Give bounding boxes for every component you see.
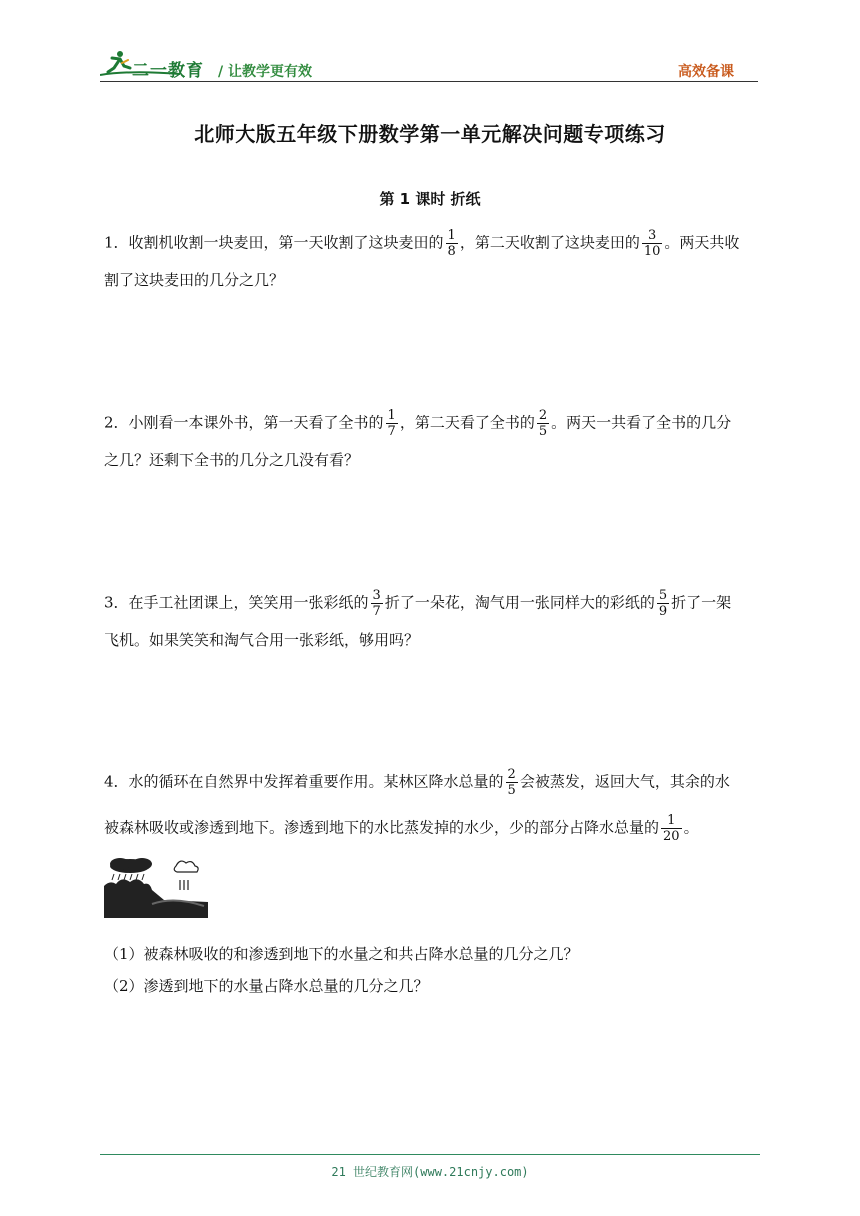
water-cycle-illustration (104, 856, 208, 918)
fraction: $\frac{3}{10}$ (643, 228, 661, 259)
fraction: $\frac{5}{9}$ (658, 588, 668, 619)
page-header (100, 44, 758, 84)
question-3-line-2: 飞机。如果笑笑和淘气合用一张彩纸，够用吗？ (104, 631, 420, 649)
header-divider (100, 81, 758, 82)
page-title: 北师大版五年级下册数学第一单元解决问题专项练习 (194, 122, 666, 146)
footer-divider (100, 1154, 760, 1155)
question-1-line-2: 割了这块麦田的几分之几？ (104, 271, 285, 289)
fraction: $\frac{2}{5}$ (507, 767, 516, 798)
fraction: $\frac{2}{5}$ (538, 408, 548, 439)
question-4-line-2: 被森林吸收或渗透到地下。渗透到地下的水比蒸发掉的水少，少的部分占降水总量的 $\frac{1}{20}$ 。 (104, 813, 699, 844)
question-4-sub-2: （2）渗透到地下的水量占降水总量的几分之几？ (104, 977, 429, 995)
fraction: $\frac{1}{8}$ (447, 228, 456, 259)
question-3-line-1: 3．在手工社团课上，笑笑用一张彩纸的 $\frac{3}{7}$ 折了一朵花，淘气用一张同样大的彩纸的 $\frac{5}{9}$ 折了一架 (104, 588, 732, 619)
question-4-sub-1: （1）被森林吸收的和渗透到地下的水量之和共占降水总量的几分之几？ (104, 945, 579, 963)
brand-name: 二一教育 (132, 61, 204, 81)
question-4-line-1: 4．水的循环在自然界中发挥着重要作用。某林区降水总量的 $\frac{2}{5}$ 会被蒸发，返回大气，其余的水 (104, 767, 730, 798)
slogan: / 让教学更有效 (218, 64, 312, 80)
lesson-heading: 第 1 课时 折纸 (379, 190, 481, 208)
question-2-line-1: 2．小刚看一本课外书，第一天看了全书的 $\frac{1}{7}$ ，第二天看了全书的 $\frac{2}{5}$ 。两天一共看了全书的几分 (104, 408, 732, 439)
question-1-line-1: 1．收割机收割一块麦田，第一天收割了这块麦田的 $\frac{1}{8}$ ，第二天收割了这块麦田的 $\frac{3}{10}$ 。两天共收 (104, 228, 740, 259)
header-tag: 高效备课 (678, 64, 734, 80)
footer-text: 21 世纪教育网(www.21cnjy.com) (331, 1165, 529, 1179)
fraction: $\frac{1}{20}$ (663, 813, 680, 844)
fraction: $\frac{3}{7}$ (372, 588, 381, 619)
question-2-line-2: 之几？还剩下全书的几分之几没有看？ (104, 451, 360, 469)
fraction: $\frac{1}{7}$ (387, 408, 396, 439)
